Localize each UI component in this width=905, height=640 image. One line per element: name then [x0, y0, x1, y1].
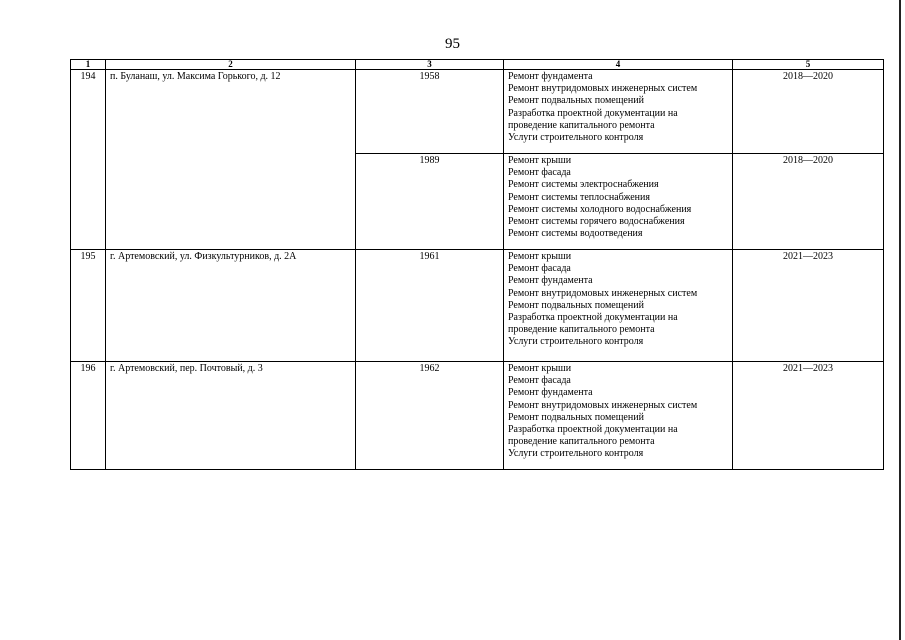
work-item: Ремонт крыши [508, 251, 572, 262]
work-item: Ремонт подвальных помещений [508, 411, 644, 423]
capital-repair-table [70, 59, 884, 470]
address-cell: г. Артемовский, ул. Физкультурников, д. 2А [106, 250, 356, 362]
work-item: Ремонт системы теплоснабжения [508, 191, 650, 203]
work-item: Услуги строительного контроля [508, 448, 644, 460]
work-item: Ремонт фасада [508, 167, 571, 179]
page-number: 95 [445, 36, 460, 52]
work-item: проведение капитального ремонта [508, 436, 655, 448]
header-col-2: 2 [106, 60, 356, 70]
row-number: 195 [71, 250, 106, 362]
work-item: Ремонт внутридомовых инженерных систем [508, 399, 698, 411]
work-item: Ремонт фундамента [508, 71, 593, 82]
work-item: Ремонт подвальных помещений [508, 95, 644, 107]
header-col-1: 1 [71, 60, 106, 70]
work-item: Ремонт фундамента [508, 275, 593, 287]
year-cell: 1958 [356, 70, 504, 154]
scan-edge-line [899, 0, 901, 640]
header-col-4: 4 [504, 60, 733, 70]
header-col-5: 5 [733, 60, 884, 70]
table-row [71, 70, 884, 154]
work-item: Ремонт внутридомовых инженерных систем [508, 287, 698, 299]
work-item: Ремонт фасада [508, 263, 571, 275]
work-item: проведение капитального ремонта [508, 324, 655, 336]
term-cell: 2018—2020 [733, 70, 884, 154]
work-item: Ремонт системы электроснабжения [508, 179, 659, 191]
work-item: Ремонт системы водоотведения [508, 228, 643, 240]
work-item: Ремонт фундамента [508, 387, 593, 399]
term-cell: 2021—2023 [733, 250, 884, 362]
work-item: Ремонт системы холодного водоснабжения [508, 203, 692, 215]
work-item: Разработка проектной документации на [508, 107, 678, 119]
work-item: Разработка проектной документации на [508, 424, 678, 436]
year-cell: 1961 [356, 250, 504, 362]
year-cell: 1989 [356, 154, 504, 250]
works-cell [504, 250, 733, 362]
header-col-3: 3 [356, 60, 504, 70]
row-number: 194 [71, 70, 106, 250]
table-header-row [71, 60, 884, 70]
works-cell [504, 70, 733, 154]
work-item: Разработка проектной документации на [508, 312, 678, 324]
row-number: 196 [71, 362, 106, 470]
works-cell [504, 154, 733, 250]
work-item: Ремонт крыши [508, 155, 572, 166]
term-cell: 2018—2020 [733, 154, 884, 250]
table-row [71, 250, 884, 362]
work-item: Ремонт системы горячего водоснабжения [508, 216, 685, 228]
work-item: проведение капитального ремонта [508, 119, 655, 131]
term-cell: 2021—2023 [733, 362, 884, 470]
works-cell [504, 362, 733, 470]
year-cell: 1962 [356, 362, 504, 470]
address-cell: г. Артемовский, пер. Почтовый, д. 3 [106, 362, 356, 470]
work-item: Услуги строительного контроля [508, 336, 644, 348]
address-cell: п. Буланаш, ул. Максима Горького, д. 12 [106, 70, 356, 250]
work-item: Ремонт внутридомовых инженерных систем [508, 83, 698, 95]
table-row [71, 362, 884, 470]
work-item: Ремонт фасада [508, 375, 571, 387]
work-item: Услуги строительного контроля [508, 132, 644, 144]
work-item: Ремонт крыши [508, 363, 572, 374]
work-item: Ремонт подвальных помещений [508, 299, 644, 311]
